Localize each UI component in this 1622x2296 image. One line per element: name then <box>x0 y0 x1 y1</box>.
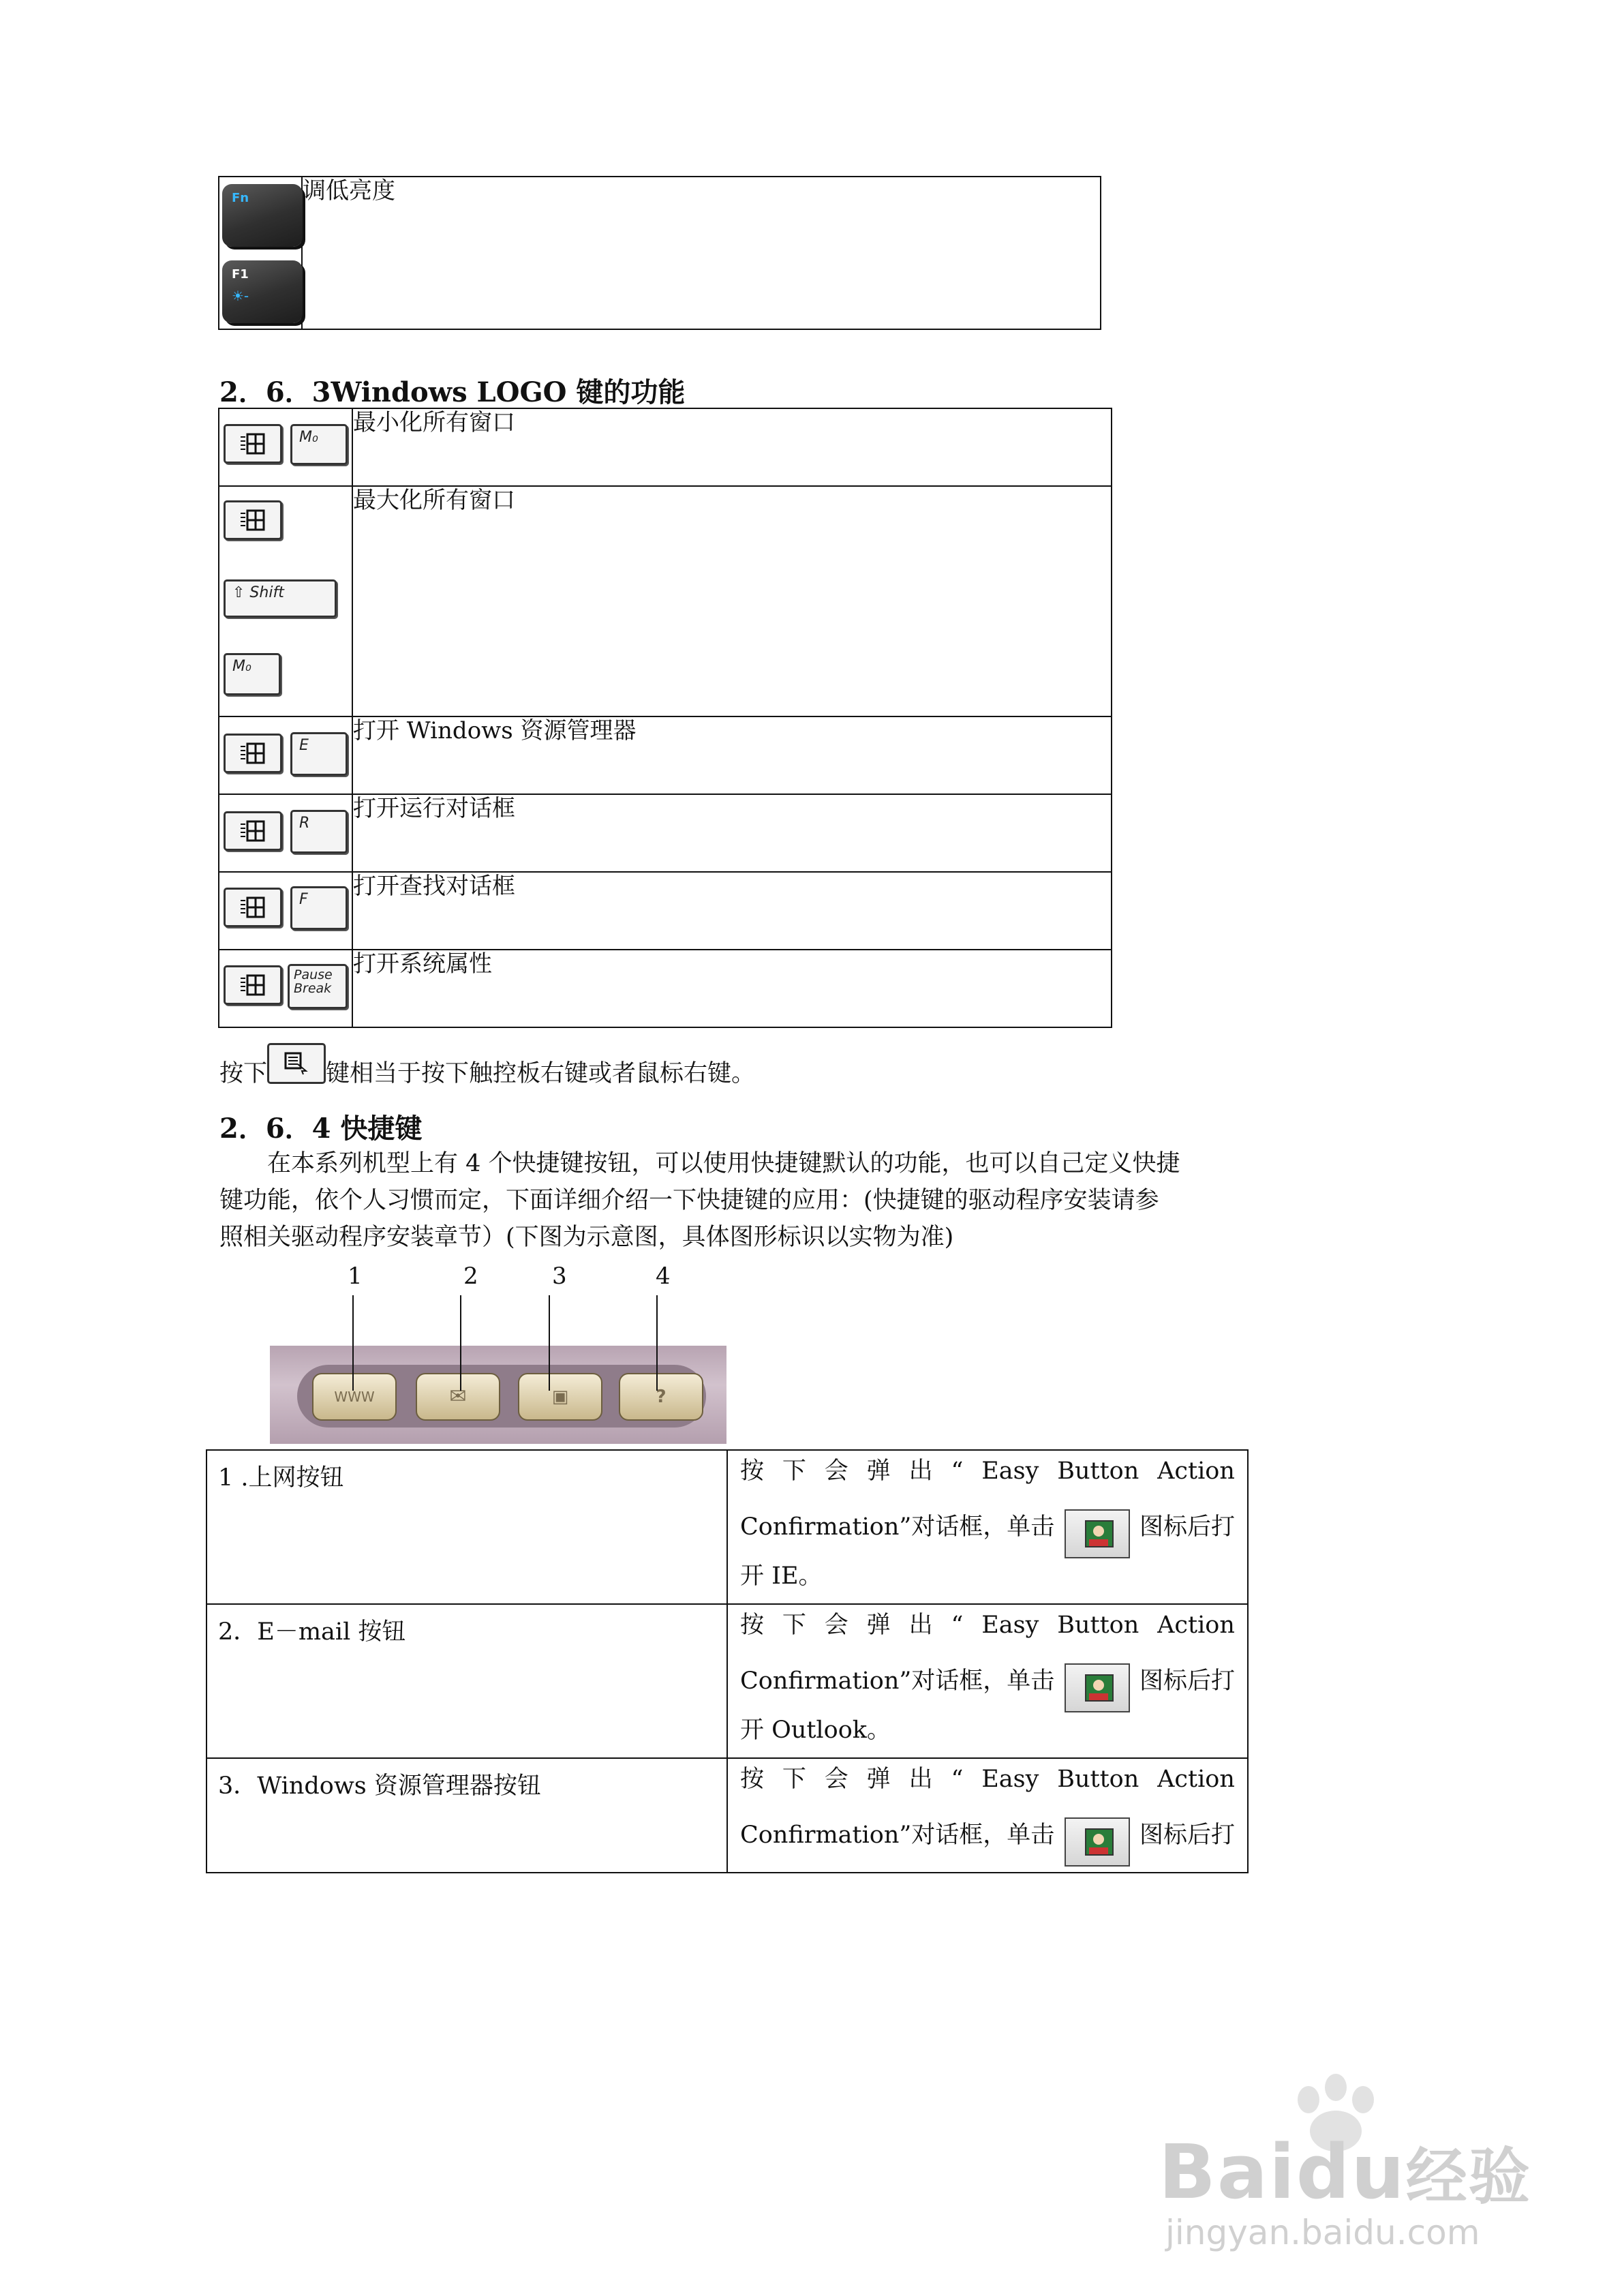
button-name-cell: 2．E－mail 按钮 <box>206 1604 727 1758</box>
key-label: R <box>299 815 310 832</box>
word: 会 <box>824 1612 848 1639</box>
table-row <box>206 1450 1248 1604</box>
description-line-2 <box>740 1663 1235 1712</box>
fn-key-icon <box>222 184 303 247</box>
table-row <box>219 950 1112 1027</box>
watermark-brand <box>1159 2127 1531 2216</box>
text-before-icon: Confirmation”对话框，单击 <box>740 1513 1055 1541</box>
word: 弹 <box>866 1457 891 1485</box>
confirm-ok-icon <box>1065 1509 1130 1558</box>
word: 按 <box>740 1457 765 1485</box>
text-after-icon: 图标后打 <box>1139 1822 1235 1849</box>
r-key-icon <box>290 810 348 854</box>
section-264-heading: 2．6．4 快捷键 <box>219 1113 423 1145</box>
table-row <box>219 716 1112 794</box>
word: “ <box>951 1457 964 1485</box>
word: 下 <box>782 1457 806 1485</box>
shift-key-icon <box>224 579 337 618</box>
word: 会 <box>824 1766 848 1793</box>
watermark-cn: 经验 <box>1405 2141 1531 2213</box>
word: Easy <box>981 1612 1039 1639</box>
watermark-url: jingyan.baidu.com <box>1165 2213 1480 2252</box>
word: Button <box>1057 1457 1139 1485</box>
word: Button <box>1057 1766 1139 1793</box>
text-after-icon: 图标后打 <box>1139 1667 1235 1695</box>
table-row <box>219 486 1112 716</box>
description-line-2 <box>740 1817 1235 1867</box>
paragraph-line: 在本系列机型上有 4 个快捷键按钮，可以使用快捷键默认的功能，也可以自己定义快捷 <box>267 1150 1180 1177</box>
www-label: WWW <box>334 1389 375 1405</box>
e-key-icon <box>290 732 348 776</box>
word: 出 <box>908 1766 933 1793</box>
word: Action <box>1157 1457 1235 1485</box>
word: 按 <box>740 1766 765 1793</box>
row-description: 最大化所有窗口 <box>352 486 1112 716</box>
word: Action <box>1157 1612 1235 1639</box>
windows-key-icon <box>224 965 282 1005</box>
brightness-down-icon: ☀- <box>232 288 249 304</box>
word: Easy <box>981 1766 1039 1793</box>
watermark-brand-du: du <box>1296 2128 1406 2216</box>
m-key-icon <box>224 653 281 695</box>
table-row <box>219 408 1112 486</box>
f1-key-icon <box>222 260 303 323</box>
pause-break-key-icon <box>288 964 348 1009</box>
windows-key-icon <box>224 888 282 927</box>
button-name-cell: 1 .上网按钮 <box>206 1450 727 1604</box>
button-name-cell: 3．Windows 资源管理器按钮 <box>206 1758 727 1873</box>
row-description: 打开系统属性 <box>352 950 1112 1027</box>
word: 弹 <box>866 1766 891 1793</box>
button-description-cell <box>727 1604 1248 1758</box>
section-264-paragraph <box>219 1145 1242 1256</box>
text-after-icon: 图标后打 <box>1139 1513 1235 1541</box>
f-key-icon <box>290 886 348 930</box>
callout-number-3: 3 <box>552 1263 567 1290</box>
row-description: 打开 Windows 资源管理器 <box>352 716 1112 794</box>
callout-lines <box>270 1295 726 1404</box>
confirm-ok-icon <box>1065 1817 1130 1867</box>
callout-number-4: 4 <box>656 1263 671 1290</box>
word: 弹 <box>866 1612 891 1639</box>
paragraph-line: 照相关驱动程序安装章节）(下图为示意图，具体图形标识以实物为准) <box>219 1224 954 1251</box>
table-row <box>219 794 1112 872</box>
word: Action <box>1157 1766 1235 1793</box>
m-key-icon <box>290 424 348 465</box>
windows-key-icon <box>224 500 282 540</box>
baidu-watermark <box>1159 2072 1567 2250</box>
button-description-cell <box>727 1758 1248 1873</box>
word: 按 <box>740 1612 765 1639</box>
word: “ <box>951 1612 964 1639</box>
text-before-icon: Confirmation”对话框，单击 <box>740 1667 1055 1695</box>
windows-key-icon <box>224 424 282 464</box>
word: 出 <box>908 1612 933 1639</box>
menu-key-icon <box>267 1043 326 1084</box>
watermark-brand-bai: Bai <box>1159 2128 1296 2216</box>
menu-key-note <box>219 1043 755 1091</box>
word: 下 <box>782 1766 806 1793</box>
key-label: E <box>299 737 309 754</box>
table-row <box>219 872 1112 950</box>
break-label: Break <box>294 981 332 996</box>
table-row <box>206 1604 1248 1758</box>
table-row <box>206 1758 1248 1873</box>
windows-key-icon <box>224 734 282 773</box>
key-label <box>294 968 333 995</box>
fn-key-cell <box>219 177 302 329</box>
section-263-heading: 2．6．3Windows LOGO 键的功能 <box>219 376 686 408</box>
word: 出 <box>908 1457 933 1485</box>
button-description-cell <box>727 1450 1248 1604</box>
note-text-after: 键相当于按下触控板右键或者鼠标右键。 <box>326 1060 756 1087</box>
windows-logo-key-table <box>218 408 1112 1028</box>
description-line-1 <box>740 1607 1235 1643</box>
key-label: M₀ <box>299 429 318 446</box>
key-label: F <box>299 891 308 908</box>
fn-key-label: Fn <box>232 191 249 205</box>
paragraph-line: 键功能，依个人习惯而定，下面详细介绍一下快捷键的应用：(快捷键的驱动程序安装请参 <box>219 1187 1159 1214</box>
f1-key-label: F1 <box>232 267 249 282</box>
windows-key-icon <box>224 811 282 851</box>
word: “ <box>951 1766 964 1793</box>
description-line-3: 开 Outlook。 <box>740 1717 891 1744</box>
text-before-icon: Confirmation”对话框，单击 <box>740 1822 1055 1849</box>
pause-label: Pause <box>294 967 333 982</box>
key-label: ⇧ Shift <box>232 584 284 601</box>
question-icon: ? <box>656 1387 667 1407</box>
fn-key-table <box>218 176 1101 330</box>
row-description: 打开查找对话框 <box>352 872 1112 950</box>
word: 下 <box>782 1612 806 1639</box>
callout-number-2: 2 <box>463 1263 478 1290</box>
description-line-2 <box>740 1509 1235 1558</box>
row-description: 打开运行对话框 <box>352 794 1112 872</box>
note-text-before: 按下 <box>219 1060 268 1087</box>
word: Button <box>1057 1612 1139 1639</box>
row-description: 最小化所有窗口 <box>352 408 1112 486</box>
description-line-1 <box>740 1762 1235 1797</box>
confirm-ok-icon <box>1065 1663 1130 1712</box>
description-line-3: 开 IE。 <box>740 1562 823 1590</box>
key-label: M₀ <box>232 658 251 675</box>
word: 会 <box>824 1457 848 1485</box>
quick-button-table <box>206 1449 1249 1873</box>
fn-description: 调低亮度 <box>302 177 1101 329</box>
callout-number-1: 1 <box>348 1263 363 1290</box>
envelope-icon: ✉ <box>449 1385 467 1408</box>
description-line-1 <box>740 1453 1235 1489</box>
word: Easy <box>981 1457 1039 1485</box>
explorer-icon: ▣ <box>551 1387 569 1407</box>
